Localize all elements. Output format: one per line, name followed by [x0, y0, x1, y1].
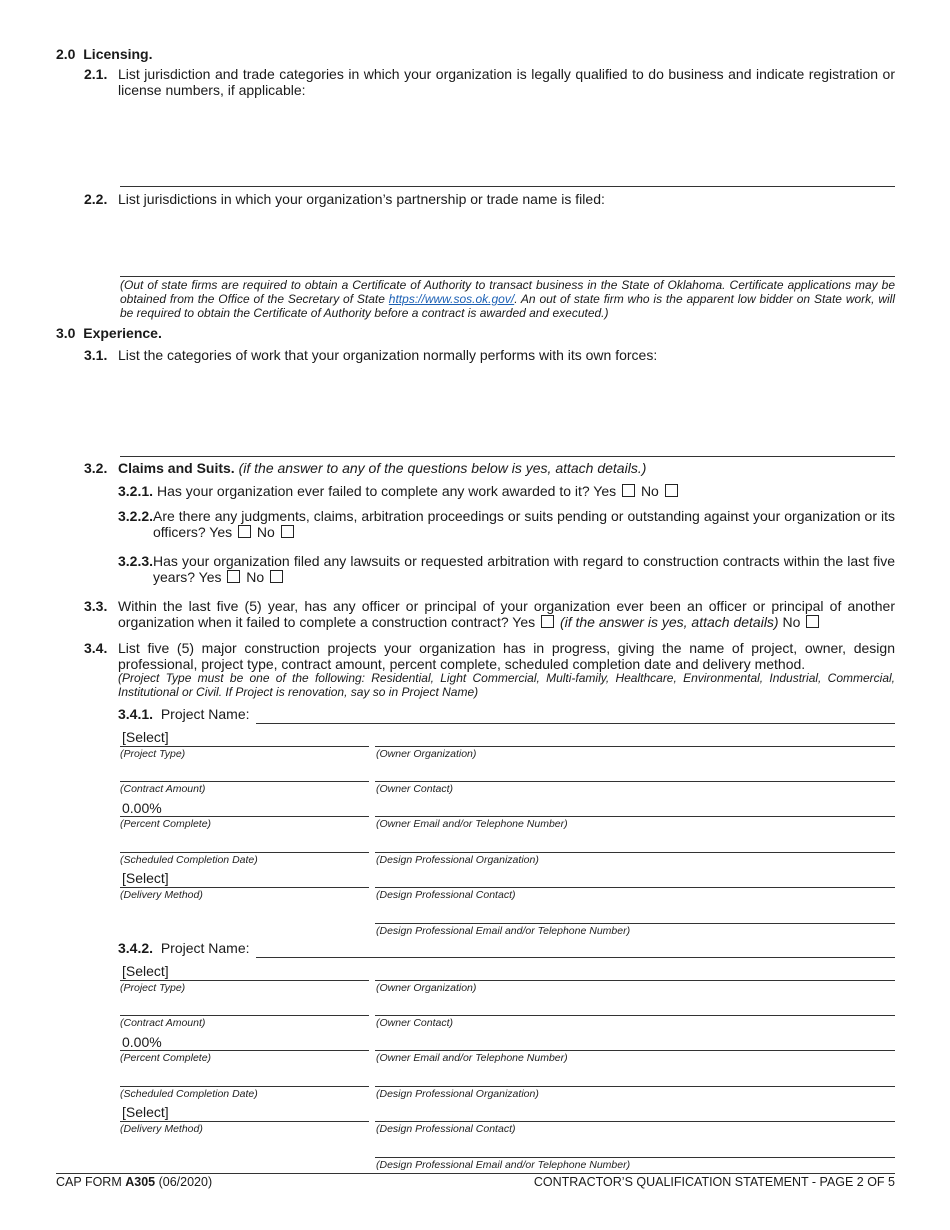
q33-no-checkbox[interactable]	[806, 615, 819, 628]
project-2-heading	[118, 940, 250, 956]
project-2-design-org-line	[375, 1086, 895, 1087]
project-2-name-label: Project Name:	[160, 940, 250, 956]
project-2-owner-email-input[interactable]	[375, 1034, 895, 1050]
project-2-design-contact-input[interactable]	[375, 1104, 895, 1120]
project-2-completion-date-line	[120, 1086, 369, 1087]
project-1-owner-email-caption: (Owner Email and/or Telephone Number)	[376, 818, 568, 830]
section-2-title: Licensing.	[83, 46, 153, 62]
q33-yes-checkbox[interactable]	[541, 615, 554, 628]
section-2-heading	[56, 46, 152, 62]
project-1-contract-amount-line	[120, 781, 369, 782]
project-1-completion-date-caption: (Scheduled Completion Date)	[120, 854, 258, 866]
project-1-completion-date-input[interactable]	[120, 835, 369, 851]
q322-no-label: No	[256, 524, 275, 540]
footer-page-label: CONTRACTOR’S QUALIFICATION STATEMENT - PAGE 2 OF 5	[533, 1175, 895, 1189]
q34-note: (Project Type must be one of the following: Residential, Light Commercial, Multi-family, Healthcare, Environmental, Industrial, Commercial, Institutional or Civil. If Project is renovation, say so in Project Name)	[118, 671, 895, 699]
project-2-percent-line	[120, 1050, 369, 1051]
project-2-contract-amount-line	[120, 1015, 369, 1016]
project-1-type-line	[120, 746, 369, 747]
q32-heading	[118, 460, 646, 476]
q21-text: List jurisdiction and trade categories in which your organization is legally qualified to do business and indicate registration or license numbers, if applicable:	[118, 66, 895, 98]
q31-answer-line	[120, 456, 895, 457]
project-2-contract-amount-caption: (Contract Amount)	[120, 1017, 206, 1029]
q323-number: 3.2.3.	[118, 553, 154, 569]
q321-text: Has your organization ever failed to complete any work awarded to it? Yes	[157, 483, 617, 499]
q323-no-label: No	[246, 569, 265, 585]
project-2-owner-contact-line	[375, 1015, 895, 1016]
q33-no-label: No	[782, 614, 801, 630]
q32-title: Claims and Suits.	[118, 460, 235, 476]
q31-answer-field[interactable]	[120, 366, 895, 454]
q321-yes-checkbox[interactable]	[622, 484, 635, 497]
project-1-type-select[interactable]: [Select]	[122, 729, 169, 745]
project-2-design-email-caption: (Design Professional Email and/or Telephone Number)	[376, 1159, 631, 1171]
project-1-owner-contact-caption: (Owner Contact)	[376, 783, 454, 795]
q31-text: List the categories of work that your organization normally performs with its own forces:	[118, 347, 658, 363]
footer-form-code: A305	[125, 1175, 156, 1189]
project-1-delivery-caption: (Delivery Method)	[120, 889, 203, 901]
project-2-delivery-select[interactable]: [Select]	[122, 1104, 169, 1120]
project-2-design-org-caption: (Design Professional Organization)	[376, 1088, 539, 1100]
q21-answer-line	[120, 186, 895, 187]
footer-form-id	[56, 1175, 212, 1189]
project-1-design-email-line	[375, 923, 895, 924]
q321-no-label: No	[640, 483, 659, 499]
q321-no-checkbox[interactable]	[665, 484, 678, 497]
q22-answer-field[interactable]	[120, 210, 895, 274]
project-2-contract-amount-input[interactable]	[120, 998, 369, 1014]
project-2-name-line	[256, 957, 895, 958]
project-1-contract-amount-caption: (Contract Amount)	[120, 783, 206, 795]
project-2-completion-date-caption: (Scheduled Completion Date)	[120, 1088, 258, 1100]
project-2-delivery-caption: (Delivery Method)	[120, 1123, 203, 1135]
project-1-name-input[interactable]	[256, 704, 895, 722]
q32-note: (if the answer to any of the questions below is yes, attach details.)	[238, 460, 647, 476]
project-1-design-org-line	[375, 852, 895, 853]
project-1-type-caption: (Project Type)	[120, 748, 186, 760]
project-1-owner-email-line	[375, 816, 895, 817]
footer-rule	[56, 1173, 895, 1174]
project-2-owner-org-caption: (Owner Organization)	[376, 982, 477, 994]
project-1-owner-org-input[interactable]	[375, 729, 895, 745]
project-1-owner-org-line	[375, 746, 895, 747]
project-2-design-org-input[interactable]	[375, 1069, 895, 1085]
section-2-number: 2.0	[56, 46, 76, 62]
certificate-note-part-b: . An out of state firm who is the apparent low bidder on State work, will be required to obtain the Certificate of Authority before a contract is awarded and executed.)	[120, 292, 896, 320]
project-1-completion-date-line	[120, 852, 369, 853]
project-2-type-line	[120, 980, 369, 981]
section-3-heading	[56, 325, 162, 341]
project-2-owner-email-line	[375, 1050, 895, 1051]
q322-no-checkbox[interactable]	[281, 525, 294, 538]
project-1-name-label: Project Name:	[160, 706, 250, 722]
sos-link[interactable]: https://www.sos.ok.gov/	[388, 292, 515, 306]
project-1-name-line	[256, 723, 895, 724]
q32-number: 3.2.	[84, 460, 108, 476]
project-1-owner-org-caption: (Owner Organization)	[376, 748, 477, 760]
project-1-design-email-caption: (Design Professional Email and/or Telephone Number)	[376, 925, 631, 937]
q322-number: 3.2.2.	[118, 508, 154, 524]
certificate-note	[120, 278, 895, 320]
q321-row	[157, 483, 680, 499]
project-2-owner-org-input[interactable]	[375, 963, 895, 979]
project-1-delivery-line	[120, 887, 369, 888]
project-2-completion-date-input[interactable]	[120, 1069, 369, 1085]
project-1-design-org-input[interactable]	[375, 835, 895, 851]
q323-text: Has your organization filed any lawsuits or requested arbitration with regard to construction contracts within the last five years? Yes	[153, 553, 895, 585]
q31-number: 3.1.	[84, 347, 108, 363]
q33-number: 3.3.	[84, 598, 108, 614]
project-1-contract-amount-input[interactable]	[120, 764, 369, 780]
footer-form-prefix: CAP FORM	[56, 1175, 126, 1189]
project-1-design-contact-line	[375, 887, 895, 888]
project-2-percent-input[interactable]: 0.00%	[122, 1034, 162, 1050]
q323-row	[153, 553, 895, 585]
footer-form-date: (06/2020)	[155, 1175, 213, 1189]
project-1-design-contact-input[interactable]	[375, 870, 895, 886]
q22-text: List jurisdictions in which your organization’s partnership or trade name is filed:	[118, 191, 605, 207]
project-1-number: 3.4.1.	[118, 706, 154, 722]
project-2-design-contact-caption: (Design Professional Contact)	[376, 1123, 516, 1135]
q33-note: (if the answer is yes, attach details)	[559, 614, 779, 630]
project-2-owner-org-line	[375, 980, 895, 981]
project-2-number: 3.4.2.	[118, 940, 154, 956]
project-1-heading	[118, 706, 250, 722]
project-1-owner-email-input[interactable]	[375, 800, 895, 816]
q323-yes-checkbox[interactable]	[227, 570, 240, 583]
q322-row	[153, 508, 895, 540]
q34-text: List five (5) major construction projects your organization has in progress, giving the name of project, owner, design professional, project type, contract amount, percent complete, scheduled completion date and delivery method.	[118, 640, 895, 672]
q22-number: 2.2.	[84, 191, 108, 207]
q322-text: Are there any judgments, claims, arbitration proceedings or suits pending or outstanding against your organization or its officers? Yes	[153, 508, 895, 540]
project-2-owner-email-caption: (Owner Email and/or Telephone Number)	[376, 1052, 568, 1064]
q323-no-checkbox[interactable]	[270, 570, 283, 583]
project-2-owner-contact-caption: (Owner Contact)	[376, 1017, 454, 1029]
project-2-type-caption: (Project Type)	[120, 982, 186, 994]
project-1-owner-contact-input[interactable]	[375, 764, 895, 780]
project-1-design-email-input[interactable]	[375, 906, 895, 922]
project-2-design-email-line	[375, 1157, 895, 1158]
q322-yes-checkbox[interactable]	[238, 525, 251, 538]
project-2-percent-caption: (Percent Complete)	[120, 1052, 212, 1064]
project-1-percent-caption: (Percent Complete)	[120, 818, 212, 830]
q34-number: 3.4.	[84, 640, 108, 656]
project-2-design-contact-line	[375, 1121, 895, 1122]
project-2-owner-contact-input[interactable]	[375, 998, 895, 1014]
project-2-design-email-input[interactable]	[375, 1140, 895, 1156]
project-1-design-org-caption: (Design Professional Organization)	[376, 854, 539, 866]
project-2-type-select[interactable]: [Select]	[122, 963, 169, 979]
project-1-design-contact-caption: (Design Professional Contact)	[376, 889, 516, 901]
project-1-percent-line	[120, 816, 369, 817]
project-1-delivery-select[interactable]: [Select]	[122, 870, 169, 886]
project-2-name-input[interactable]	[256, 938, 895, 956]
q22-answer-line	[120, 276, 895, 277]
section-3-number: 3.0	[56, 325, 76, 341]
q33-row	[118, 598, 895, 630]
q33-text: Within the last five (5) year, has any officer or principal of your organization ever been an officer or principal of another organization when it failed to complete a construction contract? Yes	[118, 598, 895, 630]
q21-answer-field[interactable]	[120, 100, 895, 184]
project-2-delivery-line	[120, 1121, 369, 1122]
q321-number: 3.2.1.	[118, 483, 154, 499]
project-1-percent-input[interactable]: 0.00%	[122, 800, 162, 816]
certificate-note-part-a: (Out of state firms are required to obtain a Certificate of Authority to transact business in the State of Oklahoma. Certificate applications may be obtained from the Office of the Secretary of State	[120, 278, 895, 306]
project-1-owner-contact-line	[375, 781, 895, 782]
section-3-title: Experience.	[83, 325, 162, 341]
q21-number: 2.1.	[84, 66, 108, 82]
